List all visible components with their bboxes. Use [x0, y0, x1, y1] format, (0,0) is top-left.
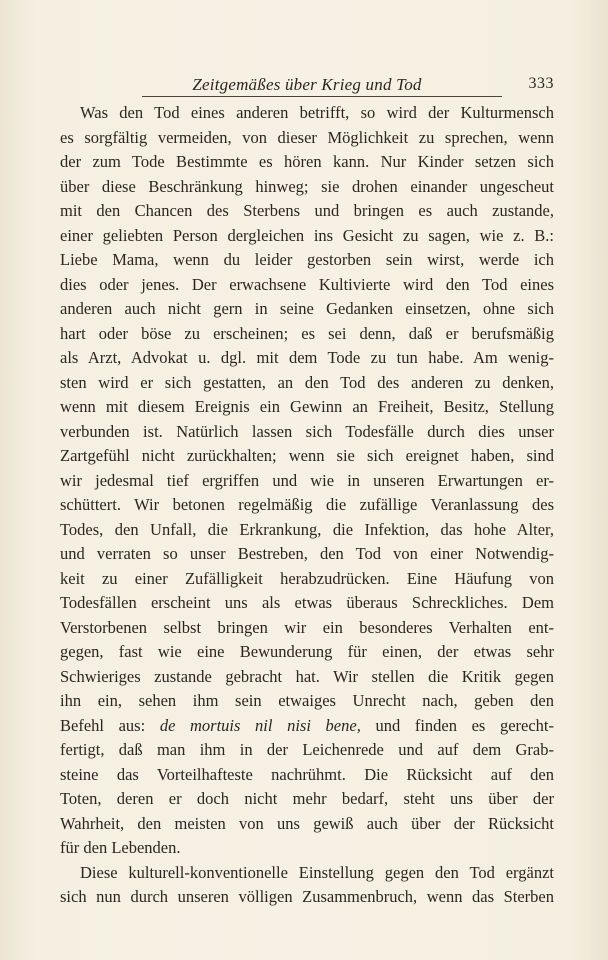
text-line: mit den Chancen des Sterbens und bringen es auch zustande, [60, 201, 554, 220]
text-line: der zum Tode Bestimmte es hören kann. Nur Kinder setzen sich [60, 152, 554, 171]
latin-phrase: de mortuis nil nisi bene, [159, 715, 361, 735]
text-line: keit zu einer Zufälligkeit herabzudrücken. Eine Häufung von [60, 568, 554, 588]
header-rule [142, 96, 502, 97]
page-number: 333 [528, 75, 554, 92]
text-line: Todes, den Unfall, die Erkrankung, die Infektion, das hohe Alter, [60, 519, 554, 539]
body-text [60, 101, 554, 910]
paragraph-1 [60, 101, 554, 861]
text-line: und verraten so unser Bestreben, den Tod von einer Notwendig- [60, 544, 554, 563]
text-line: gegen, fast wie eine Bewunderung für einen, der etwas sehr [60, 642, 554, 661]
text-line: Todesfällen erscheint uns als etwas überaus Schreckliches. Dem [60, 593, 554, 612]
text-line: verbunden ist. Natürlich lassen sich Todesfälle durch dies unser [60, 421, 554, 441]
text-line: einer geliebten Person dergleichen ins Gesicht zu sagen, wie z. B.: [60, 225, 554, 245]
text-line-latin-phrase [60, 714, 554, 739]
text-line: Zartgefühl nicht zurückhalten; wenn sie sich ereignet haben, sind [60, 446, 554, 465]
text-line: steine das Vorteilhafteste nachrühmt. Die Rücksicht auf den [60, 764, 554, 784]
text-line: Toten, deren er doch nicht mehr bedarf, steht uns über der [60, 789, 554, 808]
text-line: Schwieriges zustande gebracht hat. Wir stellen die Kritik gegen [60, 666, 554, 686]
text-span: Befehl aus: [60, 715, 160, 735]
text-line: für den Lebenden. [60, 838, 181, 857]
text-line: über diese Beschränkung hinweg; sie drohen einander ungescheut [60, 176, 554, 196]
text-line: schüttert. Wir betonen regelmäßig die zufällige Veranlassung des [60, 495, 554, 514]
text-span: und finden es gerecht- [360, 715, 555, 735]
running-header [60, 74, 554, 98]
running-title: Zeitgemäßes über Krieg und Tod [192, 75, 422, 94]
text-line: Verstorbenen selbst bringen wir ein besonderes Verhalten ent- [60, 617, 554, 637]
text-line: wenn mit diesem Ereignis ein Gewinn an Freiheit, Besitz, Stellung [60, 397, 554, 416]
text-line: Liebe Mama, wenn du leider gestorben sein wirst, werde ich [60, 250, 554, 269]
text-line: Was den Tod eines anderen betrifft, so wird der Kulturmensch [80, 103, 554, 122]
text-line: Wahrheit, den meisten von uns gewiß auch über der Rücksicht [60, 813, 554, 833]
text-line: Diese kulturell-konventionelle Einstellung gegen den Tod ergänzt [80, 862, 554, 882]
text-line: hart oder böse zu erscheinen; es sei denn, daß er berufsmäßig [60, 323, 554, 343]
paragraph-2 [60, 861, 554, 910]
text-line: anderen auch nicht gern in seine Gedanken einsetzen, ohne sich [60, 299, 554, 318]
text-line: wir jedesmal tief ergriffen und wie in unseren Erwartungen er- [60, 470, 554, 490]
text-line: es sorgfältig vermeiden, von dieser Möglichkeit zu sprechen, wenn [60, 127, 554, 147]
text-line: dies oder jenes. Der erwachsene Kultivierte wird den Tod eines [60, 274, 554, 294]
text-line: sten wird er sich gestatten, an den Tod des anderen zu denken, [60, 372, 554, 392]
text-line: als Arzt, Advokat u. dgl. mit dem Tode zu tun habe. Am wenig- [60, 348, 554, 367]
text-line: sich nun durch unseren völligen Zusammenbruch, wenn das Sterben [60, 887, 554, 906]
text-line: ihn ein, sehen ihm sein etwaiges Unrecht nach, geben den [60, 691, 554, 710]
text-line: fertigt, daß man ihm in der Leichenrede und auf dem Grab- [60, 740, 554, 759]
